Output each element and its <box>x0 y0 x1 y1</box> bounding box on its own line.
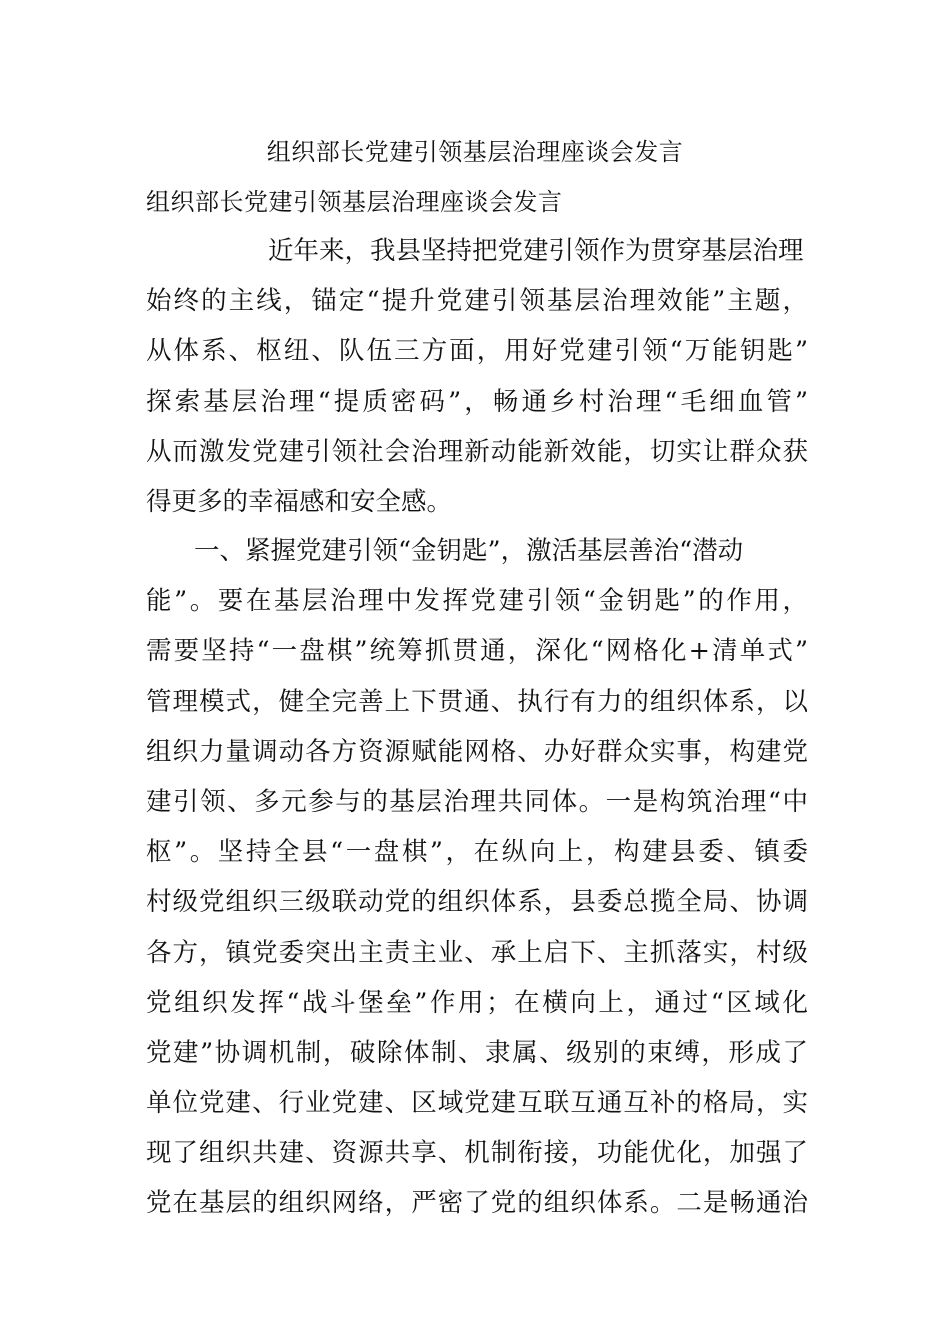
paragraph-line: 单位党建、行业党建、区域党建互联互通互补的格局，实 <box>146 1088 808 1119</box>
paragraph-line: 现了组织共建、资源共享、机制衔接，功能优化，加强了 <box>146 1138 808 1169</box>
paragraph-line: 党在基层的组织网络，严密了党的组织体系。二是畅通治 <box>146 1188 808 1219</box>
paragraph-line: 村级党组织三级联动党的组织体系，县委总揽全局、协调 <box>146 887 808 918</box>
paragraph-line: 党建”协调机制，破除体制、隶属、级别的束缚，形成了 <box>146 1037 808 1068</box>
paragraph-line: 得更多的幸福感和安全感。 <box>146 486 453 517</box>
paragraph-line: 组织力量调动各方资源赋能网格、办好群众实事，构建党 <box>146 736 808 767</box>
paragraph-line: 始终的主线，锚定“提升党建引领基层治理效能”主题， <box>146 286 808 317</box>
paragraph-line: 党组织发挥“战斗堡垒”作用；在横向上，通过“区域化 <box>146 987 808 1018</box>
paragraph-line: 一、紧握党建引领“金钥匙”，激活基层善治“潜动 <box>194 536 744 566</box>
paragraph-line: 需要坚持“一盘棋”统筹抓贯通，深化“网格化+清单式” <box>146 636 808 667</box>
document-title: 组织部长党建引领基层治理座谈会发言 <box>266 138 684 166</box>
paragraph-line: 从体系、枢纽、队伍三方面，用好党建引领“万能钥匙” <box>146 336 808 367</box>
paragraph-line: 近年来，我县坚持把党建引领作为贯穿基层治理 <box>268 236 804 266</box>
paragraph-line: 探索基层治理“提质密码”，畅通乡村治理“毛细血管” <box>146 386 808 417</box>
paragraph-intro <box>146 226 808 527</box>
paragraph-line: 建引领、多元参与的基层治理共同体。一是构筑治理“中 <box>146 786 808 817</box>
paragraph-section-one <box>146 526 808 1229</box>
paragraph-line: 从而激发党建引领社会治理新动能新效能，切实让群众获 <box>146 436 808 467</box>
document-subtitle: 组织部长党建引领基层治理座谈会发言 <box>146 188 563 216</box>
paragraph-line: 枢”。坚持全县“一盘棋”，在纵向上，构建县委、镇委 <box>146 837 808 868</box>
paragraph-line: 能”。要在基层治理中发挥党建引领“金钥匙”的作用， <box>146 586 808 617</box>
paragraph-line: 各方，镇党委突出主责主业、承上启下、主抓落实，村级 <box>146 937 808 968</box>
paragraph-line: 管理模式，健全完善上下贯通、执行有力的组织体系，以 <box>146 686 808 717</box>
